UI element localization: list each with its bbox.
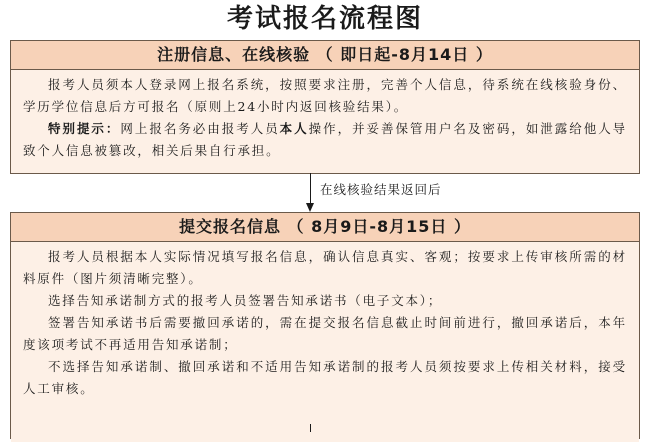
flow-connector-bottom	[310, 424, 311, 432]
flow-arrow-icon	[306, 203, 314, 212]
flow-condition-label: 在线核验结果返回后	[320, 182, 442, 197]
flow-connector	[310, 173, 311, 205]
special-notice	[23, 118, 627, 162]
special-notice-emphasis: 本人	[279, 121, 309, 136]
step-submit-body	[11, 242, 639, 442]
special-notice-label: 特别提示：	[48, 121, 121, 136]
special-notice-text-a: 网上报名务必由报考人员	[120, 121, 280, 136]
step-submit-heading: 提交报名信息 （ 8月9日-8月15日 ）	[11, 213, 639, 242]
step-register-verify	[10, 40, 640, 174]
page-title: 考试报名流程图	[226, 4, 423, 34]
commitment-option: 选择告知承诺制方式的报考人员签署告知承诺书（电子文本）；	[48, 293, 443, 308]
step-register-heading: 注册信息、在线核验 （ 即日起-8月14日 ）	[11, 41, 639, 70]
submit-instructions: 报考人员根据本人实际情况填写报名信息，确认信息真实、客观；按要求上传审核所需的材料原件（图片须清晰完整）。	[23, 249, 627, 286]
register-instructions: 报考人员须本人登录网上报名系统，按照要求注册，完善个人信息，待系统在线核验身份、学历学位信息后方可报名（原则上24小时内返回核验结果）。	[23, 77, 627, 114]
step-submit-info	[10, 212, 640, 439]
special-notice-text-b: 操作，并妥善保管用户名及密码，如泄露给他人导致个人信息被篡改，相关后果自行承担。	[23, 121, 627, 158]
manual-review: 不选择告知承诺制、撤回承诺和不适用告知承诺制的报考人员须按要求上传相关材料，接受人工审核。	[23, 359, 627, 396]
commitment-withdrawal: 签署告知承诺书后需要撤回承诺的，需在提交报名信息截止时间前进行，撤回承诺后，本年度该项考试不再适用告知承诺制；	[23, 315, 627, 352]
step-register-body	[11, 70, 639, 173]
